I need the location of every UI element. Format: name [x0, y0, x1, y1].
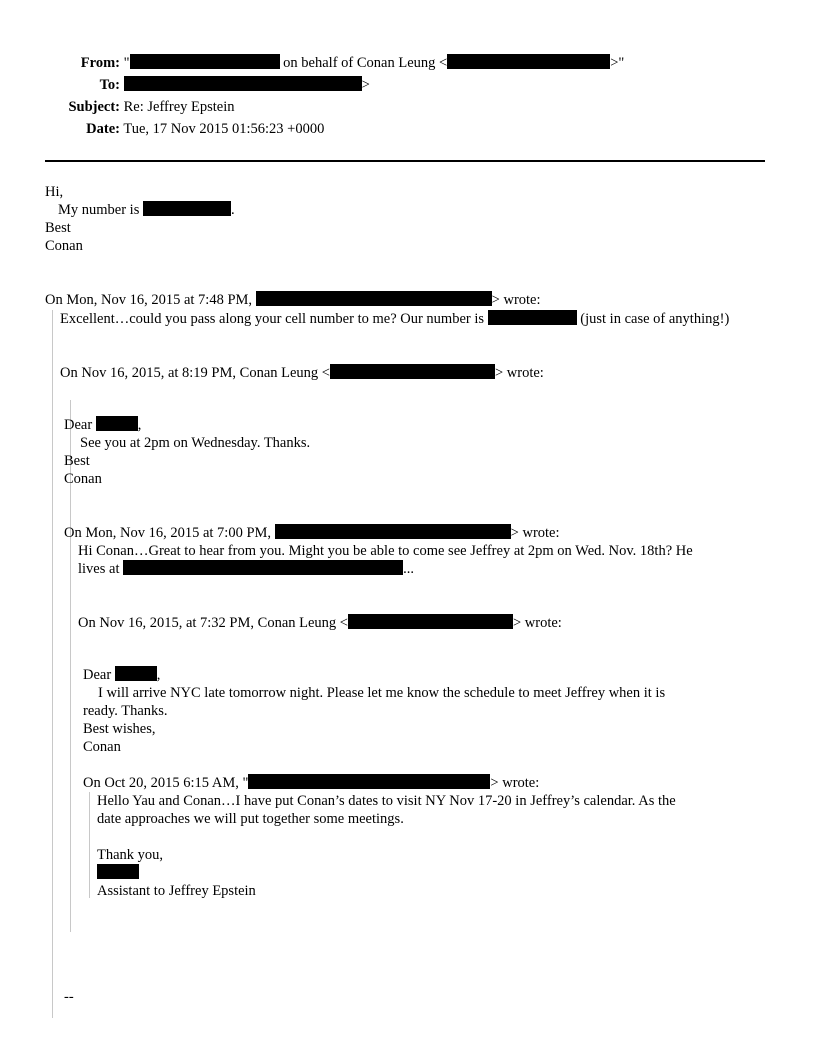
quote5-redacted-line — [97, 864, 139, 882]
quote1-text-b: (just in case of anything!) — [576, 311, 730, 327]
redacted-quote5-sender — [248, 774, 490, 789]
quote4-dear-text: Dear — [83, 667, 115, 683]
redacted-address — [123, 560, 403, 575]
greeting: Hi, — [45, 184, 64, 200]
quote1-text — [60, 310, 740, 328]
from-behalf-text: on behalf of Conan Leung < — [279, 55, 448, 71]
from-line — [60, 54, 624, 72]
quote1-attr-end: > wrote: — [491, 292, 541, 308]
to-line — [60, 76, 370, 94]
quote4-closing: Best wishes, — [83, 721, 156, 737]
quote4-signature: Conan — [83, 739, 121, 755]
to-label: To: — [99, 77, 120, 93]
quote3-attr-text: On Mon, Nov 16, 2015 at 7:00 PM, — [64, 525, 275, 541]
redacted-quote4-name — [115, 666, 157, 681]
quote2-attr-text: On Nov 16, 2015, at 8:19 PM, Conan Leung < — [60, 365, 330, 381]
quote2-dear-text: Dear — [64, 417, 96, 433]
quote3-attr-end: > wrote: — [510, 525, 560, 541]
quote2-dear-comma: , — [137, 417, 142, 433]
subject-line — [60, 98, 235, 116]
subject-text: Re: Jeffrey Epstein — [123, 99, 235, 115]
quote3-ellipsis: ... — [403, 561, 414, 577]
quote2-signature: Conan — [64, 471, 102, 487]
quote4-attr-end: > wrote: — [512, 615, 562, 631]
redacted-quote2-name — [96, 416, 138, 431]
redacted-sender-email — [447, 54, 610, 69]
to-end: > — [361, 77, 370, 93]
redacted-quote3-sender — [275, 524, 511, 539]
quote4-line2: ready. Thanks. — [83, 703, 168, 719]
quote3-text2 — [78, 560, 414, 578]
date-label: Date: — [86, 121, 120, 137]
quote4-dear — [83, 666, 160, 684]
redacted-recipient — [124, 76, 362, 91]
quote4-attr-text: On Nov 16, 2015, at 7:32 PM, Conan Leung < — [78, 615, 348, 631]
quote5-title: Assistant to Jeffrey Epstein — [97, 883, 256, 899]
header-divider — [45, 160, 765, 162]
quote2-attribution — [60, 364, 544, 382]
from-end: >" — [610, 55, 625, 71]
quote4-line1: I will arrive NYC late tomorrow night. Please let me know the schedule to meet Jeffrey when it is — [98, 685, 666, 701]
date-line — [60, 120, 324, 138]
redacted-quote1-sender — [256, 291, 492, 306]
redacted-quote2-email — [330, 364, 495, 379]
number-line — [58, 201, 235, 219]
quote2-line1: See you at 2pm on Wednesday. Thanks. — [80, 435, 311, 451]
quote5-attr-end: > wrote: — [490, 775, 540, 791]
signature: Conan — [45, 238, 83, 254]
redacted-assistant-name — [97, 864, 139, 879]
quote3-text1: Hi Conan…Great to hear from you. Might you be able to come see Jeffrey at 2pm on Wed. Nov. 18th? He — [78, 543, 693, 559]
quote1-attr-text: On Mon, Nov 16, 2015 at 7:48 PM, — [45, 292, 256, 308]
quote1-attribution — [45, 291, 541, 309]
quote5-line2: date approaches we will put together some meetings. — [97, 811, 404, 827]
quote5-thanks: Thank you, — [97, 847, 164, 863]
subject-label: Subject: — [68, 99, 120, 115]
quote2-attr-end: > wrote: — [494, 365, 544, 381]
quote3-attribution — [64, 524, 560, 542]
number-period: . — [230, 202, 235, 218]
date-text: Tue, 17 Nov 2015 01:56:23 +0000 — [123, 121, 325, 137]
quote3-lives-text: lives at — [78, 561, 124, 577]
quote4-dear-comma: , — [156, 667, 161, 683]
redacted-quote4-email — [348, 614, 513, 629]
quote4-attribution — [78, 614, 562, 632]
closing: Best — [45, 220, 71, 236]
number-text: My number is — [58, 202, 143, 218]
signature-separator: -- — [64, 989, 74, 1005]
quote3-bar — [89, 792, 90, 898]
from-quote: " — [123, 55, 130, 71]
redacted-sender-name — [130, 54, 280, 69]
quote5-attr-text: On Oct 20, 2015 6:15 AM, " — [83, 775, 249, 791]
from-label: From: — [80, 55, 120, 71]
redacted-phone — [143, 201, 231, 216]
quote5-line1: Hello Yau and Conan…I have put Conan’s dates to visit NY Nov 17-20 in Jeffrey’s calendar. As the — [97, 793, 676, 809]
quote1-text-a: Excellent…could you pass along your cell number to me? Our number is — [60, 311, 488, 327]
quote2-closing: Best — [64, 453, 90, 469]
quote1-bar — [52, 310, 53, 1018]
quote2-dear — [64, 416, 141, 434]
redacted-quote1-number — [488, 310, 577, 325]
quote5-attribution — [83, 774, 539, 792]
